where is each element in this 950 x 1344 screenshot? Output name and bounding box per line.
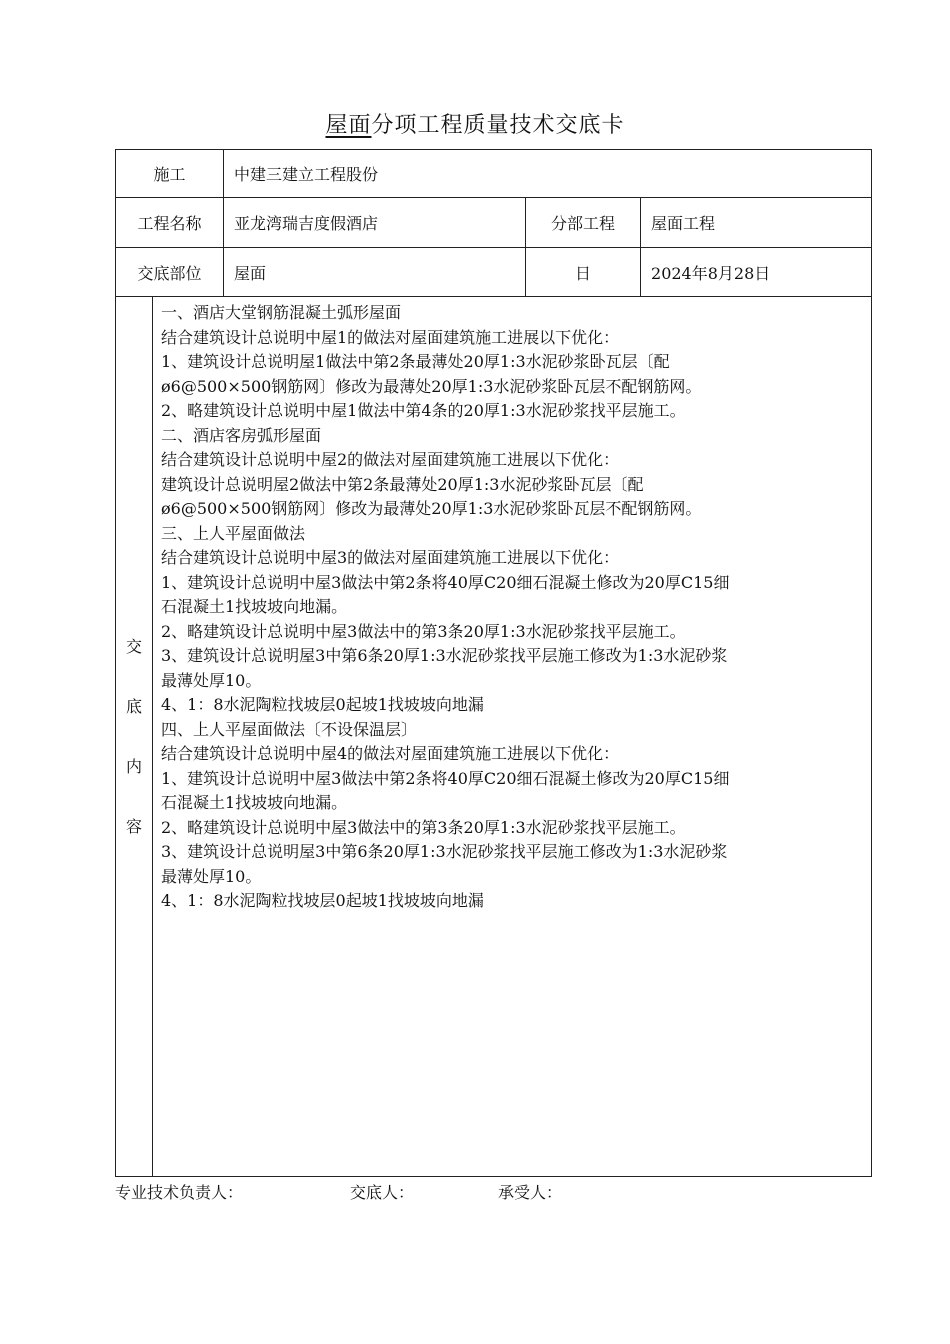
subdivision-label: 分部工程 xyxy=(526,198,641,248)
date-label: 日 xyxy=(526,248,641,297)
row-part xyxy=(116,248,872,297)
side-char: 容 xyxy=(125,816,142,836)
content-line: 4、1：8水泥陶粒找坡层0起坡1找坡坡向地漏 xyxy=(161,695,484,714)
side-char: 交 xyxy=(125,636,142,656)
content-body xyxy=(153,297,872,1177)
content-line: 石混凝土1找坡坡向地漏。 xyxy=(161,793,348,812)
content-line: 1、建筑设计总说明屋1做法中第2条最薄处20厚1:3水泥砂浆卧瓦层〔配 xyxy=(161,352,670,371)
content-line: 2、略建筑设计总说明中屋3做法中的第3条20厚1:3水泥砂浆找平层施工。 xyxy=(161,817,686,837)
content-line: 三、上人平屋面做法 xyxy=(161,523,306,543)
content-line: 一、酒店大堂钢筋混凝土弧形屋面 xyxy=(161,303,402,322)
content-line: ø6@500×500钢筋网〕修改为最薄处20厚1:3水泥砂浆卧瓦层不配钢筋网。 xyxy=(161,376,702,396)
subdivision-value: 屋面工程 xyxy=(641,198,872,248)
project-label: 工程名称 xyxy=(116,198,224,248)
content-side-label xyxy=(116,297,153,1177)
content-line: 二、酒店客房弧形屋面 xyxy=(161,425,322,445)
content-line: 1、建筑设计总说明中屋3做法中第2条将40厚C20细石混凝土修改为20厚C15细 xyxy=(161,768,730,788)
content-line: 建筑设计总说明屋2做法中第2条最薄处20厚1:3水泥砂浆卧瓦层〔配 xyxy=(161,474,644,494)
project-value: 亚龙湾瑞吉度假酒店 xyxy=(224,198,526,248)
content-line: 结合建筑设计总说明中屋4的做法对屋面建筑施工进展以下优化： xyxy=(161,744,620,763)
content-line: 1、建筑设计总说明中屋3做法中第2条将40厚C20细石混凝土修改为20厚C15细 xyxy=(161,572,730,592)
title-underlined: 屋面 xyxy=(325,113,372,138)
content-line: 最薄处厚10。 xyxy=(161,670,262,690)
content-line: 4、1：8水泥陶粒找坡层0起坡1找坡坡向地漏 xyxy=(161,891,484,910)
content-line: 3、建筑设计总说明屋3中第6条20厚1:3水泥砂浆找平层施工修改为1:3水泥砂浆 xyxy=(161,646,728,665)
content-line: 石混凝土1找坡坡向地漏。 xyxy=(161,597,348,616)
date-value: 2024年8月28日 xyxy=(641,248,872,297)
content-line: ø6@500×500钢筋网〕修改为最薄处20厚1:3水泥砂浆卧瓦层不配钢筋网。 xyxy=(161,499,702,518)
page-title xyxy=(0,108,950,139)
content-line: 最薄处厚10。 xyxy=(161,866,262,886)
content-line: 2、略建筑设计总说明中屋3做法中的第3条20厚1:3水泥砂浆找平层施工。 xyxy=(161,621,686,641)
tech-lead-label: 专业技术负责人： xyxy=(115,1183,244,1202)
construction-value: 中建三建立工程股份 xyxy=(224,150,872,198)
side-char: 内 xyxy=(125,756,142,776)
side-char: 底 xyxy=(125,696,142,716)
construction-label: 施工 xyxy=(116,150,224,198)
disclosure-card-table xyxy=(115,149,872,1177)
receiver-label: 承受人： xyxy=(498,1183,563,1202)
content-line: 3、建筑设计总说明屋3中第6条20厚1:3水泥砂浆找平层施工修改为1:3水泥砂浆 xyxy=(161,842,728,861)
content-line: 2、略建筑设计总说明中屋1做法中第4条的20厚1:3水泥砂浆找平层施工。 xyxy=(161,401,686,420)
content-line: 结合建筑设计总说明中屋3的做法对屋面建筑施工进展以下优化： xyxy=(161,548,620,567)
content-line: 四、上人平屋面做法〔不设保温层〕 xyxy=(161,719,418,739)
row-project xyxy=(116,198,872,248)
row-construction xyxy=(116,150,872,198)
row-content xyxy=(116,297,872,1177)
part-value: 屋面 xyxy=(224,248,526,297)
content-line: 结合建筑设计总说明中屋2的做法对屋面建筑施工进展以下优化： xyxy=(161,450,620,469)
part-label: 交底部位 xyxy=(116,248,224,297)
presenter-label: 交底人： xyxy=(350,1183,415,1202)
title-rest: 分项工程质量技术交底卡 xyxy=(371,113,625,138)
content-line: 结合建筑设计总说明中屋1的做法对屋面建筑施工进展以下优化： xyxy=(161,327,620,347)
